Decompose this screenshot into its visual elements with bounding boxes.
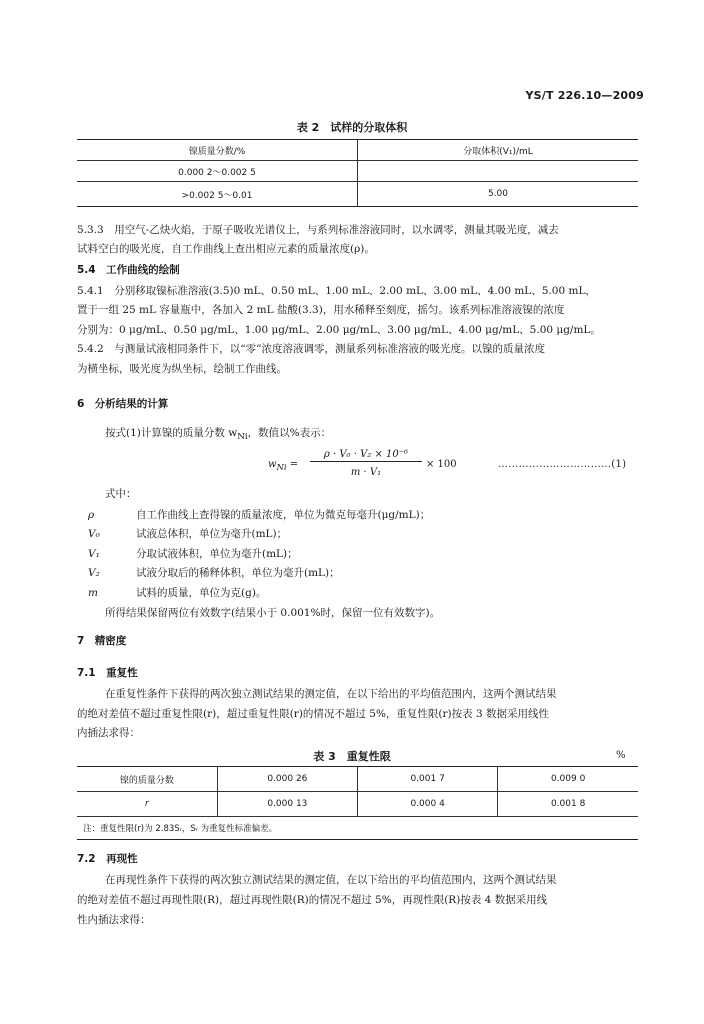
table-note-row <box>77 817 638 840</box>
paragraph-line: 在再现性条件下获得的两次独立测试结果的测定值，在以下给出的平均值范围内，这两个测试结果 <box>105 874 557 886</box>
paragraph-line: 5.4.2 与测量试液相同条件下，以“零”浓度溶液调零，测量系列标准溶液的吸光度。以镍的质量浓度 <box>77 343 545 355</box>
formula-number: ……………………………(1) <box>498 459 627 470</box>
table-cell <box>358 161 639 182</box>
paragraph-line: 性内插法求得： <box>77 914 151 926</box>
table-note: 注：重复性限(r)为 2.83Sᵣ，Sᵣ 为重复性标准偏差。 <box>83 824 278 834</box>
result-note: 所得结果保留两位有效数字(结果小于 0.001%时，保留一位有效数字)。 <box>105 607 441 619</box>
table-cell: 0.000 26 <box>217 767 357 792</box>
table3-caption: 表 3 重复性限 <box>313 750 391 763</box>
table-header-cell: 镍质量分数/% <box>77 140 358 161</box>
section-heading: 7 精密度 <box>77 635 127 647</box>
table-cell: 0.000 4 <box>358 792 498 817</box>
table3 <box>77 766 638 840</box>
variable-symbol: m <box>88 587 98 599</box>
formula-multiplier: × 100 <box>426 459 457 470</box>
variable-symbol: V₂ <box>88 567 100 579</box>
variable-symbol: V₀ <box>88 528 100 540</box>
where-label: 式中： <box>105 488 137 500</box>
variable-symbol: ρ <box>88 509 95 521</box>
table-cell: 0.000 13 <box>217 792 357 817</box>
table-header-row <box>77 140 638 161</box>
paragraph-line: 为横坐标，吸光度为纵坐标，绘制工作曲线。 <box>77 363 287 375</box>
table-header-cell: 分取体积(V₁)/mL <box>358 140 639 161</box>
formula-lhs: $w_{Ni}$ = <box>268 459 299 472</box>
section-heading: 5.4 工作曲线的绘制 <box>77 264 180 276</box>
table-row <box>77 792 638 817</box>
variable-definition: 试液分取后的稀释体积，单位为毫升(mL)； <box>136 567 340 579</box>
table-row <box>77 161 638 182</box>
formula-intro: 按式(1)计算镍的质量分数 $w_{Ni}$，数值以%表示： <box>105 427 332 443</box>
variable-definition: 试液总体积，单位为毫升(mL)； <box>136 528 288 540</box>
table-cell: >0.002 5～0.01 <box>181 190 253 201</box>
table-cell: 镍的质量分数 <box>77 767 217 792</box>
formula-numerator: ρ · V₀ · V₂ × 10⁻⁶ <box>310 449 422 462</box>
paragraph-line: 试料空白的吸光度，自工作曲线上查出相应元素的质量浓度(ρ)。 <box>77 243 375 255</box>
variable-definition: 自工作曲线上查得镍的质量浓度，单位为微克每毫升(μg/mL)； <box>136 509 431 521</box>
paragraph-line: 的绝对差值不超过重复性限(r)，超过重复性限(r)的情况不超过 5%，重复性限(r)按表 3 数据采用线性 <box>77 708 549 720</box>
table-cell: r <box>77 792 217 817</box>
table2 <box>77 139 638 207</box>
paragraph-line: 分别为：0 μg/mL、0.50 μg/mL、1.00 μg/mL、2.00 μg/mL、3.00 μg/mL、4.00 μg/mL、5.00 μg/mL。 <box>77 324 601 336</box>
section-heading: 7.2 再现性 <box>77 853 138 865</box>
variable-symbol: V₁ <box>88 548 100 560</box>
table3-unit: % <box>616 750 626 761</box>
paragraph-line: 内插法求得： <box>77 727 140 739</box>
table-row <box>77 767 638 792</box>
table-cell: 5.00 <box>358 182 639 207</box>
variable-definition: 试料的质量，单位为克(g)。 <box>136 587 267 599</box>
paragraph-line: 置于一组 25 mL 容量瓶中，各加入 2 mL 盐酸(3.3)，用水稀释至刻度，摇匀。该系列标准溶液镍的浓度 <box>77 304 565 316</box>
paragraph-line: 5.3.3 用空气-乙炔火焰，于原子吸收光谱仪上，与系列标准溶液同时，以水调零，测量其吸光度，减去 <box>77 224 559 236</box>
table-cell: 0.001 8 <box>498 792 638 817</box>
table-cell: 0.000 2～0.002 5 <box>77 161 358 182</box>
section-heading: 6 分析结果的计算 <box>77 398 169 410</box>
table2-caption: 表 2 试样的分取体积 <box>296 121 408 134</box>
table-row <box>77 182 638 207</box>
formula-denominator: m · V₁ <box>350 467 382 478</box>
paragraph-line: 在重复性条件下获得的两次独立测试结果的测定值，在以下给出的平均值范围内，这两个测试结果 <box>105 688 557 700</box>
table-cell: 0.001 7 <box>358 767 498 792</box>
paragraph-line: 5.4.1 分别移取镍标准溶液(3.5)0 mL、0.50 mL、1.00 mL、2.00 mL、3.00 mL、4.00 mL、5.00 mL， <box>77 285 596 297</box>
standard-code: YS/T 226.10—2009 <box>525 89 644 102</box>
table-cell: 0.009 0 <box>498 767 638 792</box>
variable-definition: 分取试液体积，单位为毫升(mL)； <box>136 548 298 560</box>
section-heading: 7.1 重复性 <box>77 667 138 679</box>
paragraph-line: 的绝对差值不超过再现性限(R)，超过再现性限(R)的情况不超过 5%，再现性限(R)按表 4 数据采用线 <box>77 894 548 906</box>
